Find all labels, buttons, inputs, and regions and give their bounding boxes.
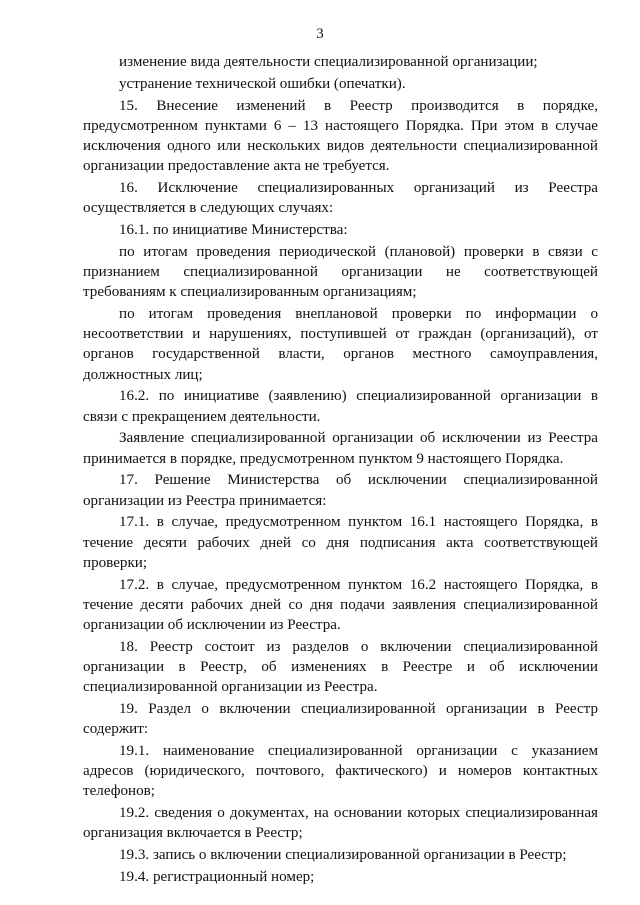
paragraph-19-2: 19.2. сведения о документах, на основании которых специализированная организация включается в Реестр; [83, 805, 598, 842]
paragraph-19-4: 19.4. регистрационный номер; [119, 869, 315, 886]
paragraph-19: 19. Раздел о включении специализированной организации в Реестр содержит: [83, 701, 598, 738]
paragraph-15: 15. Внесение изменений в Реестр производится в порядке, предусмотренном пунктами 6 – 13 настоящего Порядка. При этом в случае исключения одного или нескольких видов деятельности специализированной организации предоставление акта не требуется. [83, 97, 598, 175]
paragraph-17-2: 17.2. в случае, предусмотренном пунктом 16.2 настоящего Порядка, в течение десяти рабочих дней со дня подачи заявления специализированной организации об исключении из Реестра. [83, 576, 598, 634]
paragraph-17: 17. Решение Министерства об исключении специализированной организации из Реестра принимается: [83, 472, 598, 509]
document-body [83, 52, 598, 887]
paragraph-typo-fix: устранение технической ошибки (опечатки). [119, 75, 406, 92]
paragraph-16-2: 16.2. по инициативе (заявлению) специализированной организации в связи с прекращением деятельности. [83, 388, 598, 425]
paragraph-16: 16. Исключение специализированных организаций из Реестра осуществляется в следующих случаях: [83, 180, 598, 217]
paragraph-18: 18. Реестр состоит из разделов о включении специализированной организации в Реестр, об изменениях в Реестре и об исключении специализированной организации из Реестра. [83, 638, 598, 696]
paragraph-16-1: 16.1. по инициативе Министерства: [119, 222, 348, 238]
paragraph-application: Заявление специализированной организации об исключении из Реестра принимается в порядке, предусмотренном пунктом 9 настоящего Порядка. [83, 430, 598, 467]
paragraph-17-1: 17.1. в случае, предусмотренном пунктом 16.1 настоящего Порядка, в течение десяти рабочих дней со дня подписания акта соответствующей проверки; [83, 514, 598, 571]
paragraph-activity-change: изменение вида деятельности специализированной организации; [119, 54, 538, 70]
page-number: 3 [316, 26, 324, 42]
paragraph-19-3: 19.3. запись о включении специализированной организации в Реестр; [119, 847, 567, 864]
paragraph-16-1-planned: по итогам проведения периодической (плановой) проверки в связи с признанием специализированной организации не соответствующей требованиям к специализированным организациям; [83, 243, 598, 301]
paragraph-19-1: 19.1. наименование специализированной организации с указанием адресов (юридического, почтового, фактического) и номеров контактных телефонов; [83, 743, 598, 800]
paragraph-16-1-unplanned: по итогам проведения внеплановой проверки по информации о несоответствии и нарушениях, поступившей от граждан (организаций), от органов государственной власти, органов местного самоуправления, должностных лиц; [83, 306, 598, 383]
